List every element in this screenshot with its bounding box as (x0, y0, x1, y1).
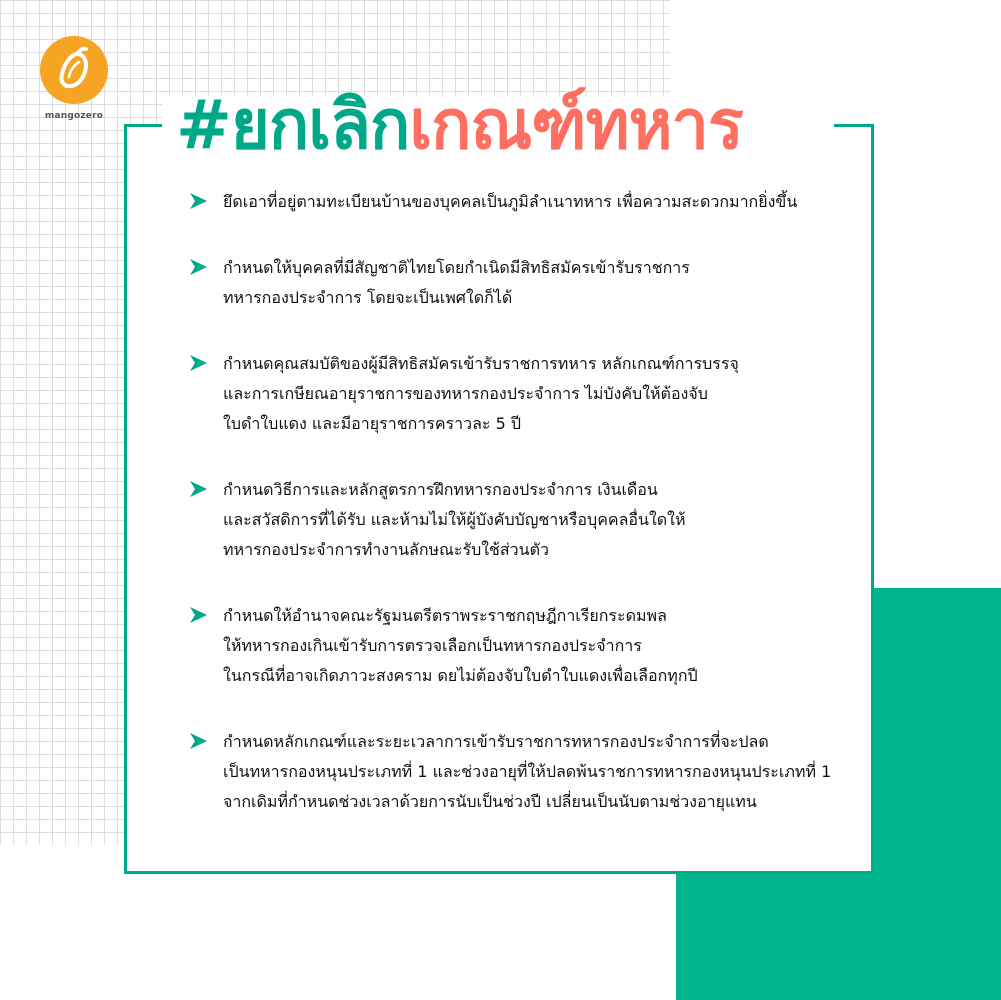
bullet-item (190, 349, 855, 439)
bullet-line: ทหารกองประจำการทำงานลักษณะรับใช้ส่วนตัว (223, 540, 549, 559)
bullet-line: กำหนดให้บุคคลที่มีสัญชาติไทยโดยกำเนิดมีสิทธิสมัครเข้ารับราชการ (223, 258, 690, 277)
bullet-line: ใบดำใบแดง และมีอายุราชการคราวละ 5 ปี (223, 414, 522, 433)
bullet-text (223, 349, 855, 439)
title-hashtag-text: #ยกเลิก (176, 86, 410, 165)
bullet-line: ยึดเอาที่อยู่ตามทะเบียนบ้านของบุคคลเป็นภูมิลำเนาทหาร เพื่อความสะดวกมากยิ่งขึ้น (223, 192, 798, 211)
bullet-text (223, 727, 855, 817)
bullet-line: กำหนดให้อำนาจคณะรัฐมนตรีตราพระราชกฤษฎีกาเรียกระดมพล (223, 606, 667, 625)
play-arrow-icon (190, 606, 207, 624)
bullet-line: และสวัสดิการที่ได้รับ และห้ามไม่ให้ผู้บังคับบัญชาหรือบุคคลอื่นใดให้ (223, 510, 686, 529)
bullet-line: กำหนดวิธีการและหลักสูตรการฝึกทหารกองประจำการ เงินเดือน (223, 480, 658, 499)
bullet-text (223, 253, 855, 313)
brand-logo (40, 36, 108, 121)
bullet-item (190, 253, 855, 313)
title-highlight-text: เกณฑ์ทหาร (409, 86, 743, 165)
play-arrow-icon (190, 732, 207, 750)
bullet-line: ทหารกองประจำการ โดยจะเป็นเพศใดก็ได้ (223, 288, 513, 307)
bullet-line: กำหนดคุณสมบัติของผู้มีสิทธิสมัครเข้ารับราชการทหาร หลักเกณฑ์การบรรจุ (223, 354, 739, 373)
page-title (176, 82, 743, 170)
bullet-line: เป็นทหารกองหนุนประเภทที่ 1 และช่วงอายุที่ให้ปลดพ้นราชการทหารกองหนุนประเภทที่ 1 (223, 762, 832, 781)
bullet-text (223, 601, 855, 691)
play-arrow-icon (190, 192, 207, 210)
bullet-line: กำหนดหลักเกณฑ์และระยะเวลาการเข้ารับราชการทหารกองประจำการที่จะปลด (223, 732, 769, 751)
play-arrow-icon (190, 480, 207, 498)
bullet-line: ในกรณีที่อาจเกิดภาวะสงคราม ดยไม่ต้องจับใบดำใบแดงเพื่อเลือกทุกปี (223, 666, 698, 685)
bullet-line: และการเกษียณอายุราชการของทหารกองประจำการ ไม่บังคับให้ต้องจับ (223, 384, 708, 403)
bullet-text (223, 187, 855, 217)
play-arrow-icon (190, 354, 207, 372)
bullet-line: จากเดิมที่กำหนดช่วงเวลาด้วยการนับเป็นช่วงปี เปลี่ยนเป็นนับตามช่วงอายุแทน (223, 792, 757, 811)
bullet-line: ให้ทหารกองเกินเข้ารับการตรวจเลือกเป็นทหารกองประจำการ (223, 636, 642, 655)
mango-seed-icon (40, 36, 108, 104)
bullet-item (190, 187, 855, 217)
bullet-item (190, 601, 855, 691)
bullet-item (190, 727, 855, 817)
bullet-list (190, 187, 855, 817)
bullet-item (190, 475, 855, 565)
play-arrow-icon (190, 258, 207, 276)
bullet-text (223, 475, 855, 565)
brand-name: mangozero (44, 111, 104, 121)
